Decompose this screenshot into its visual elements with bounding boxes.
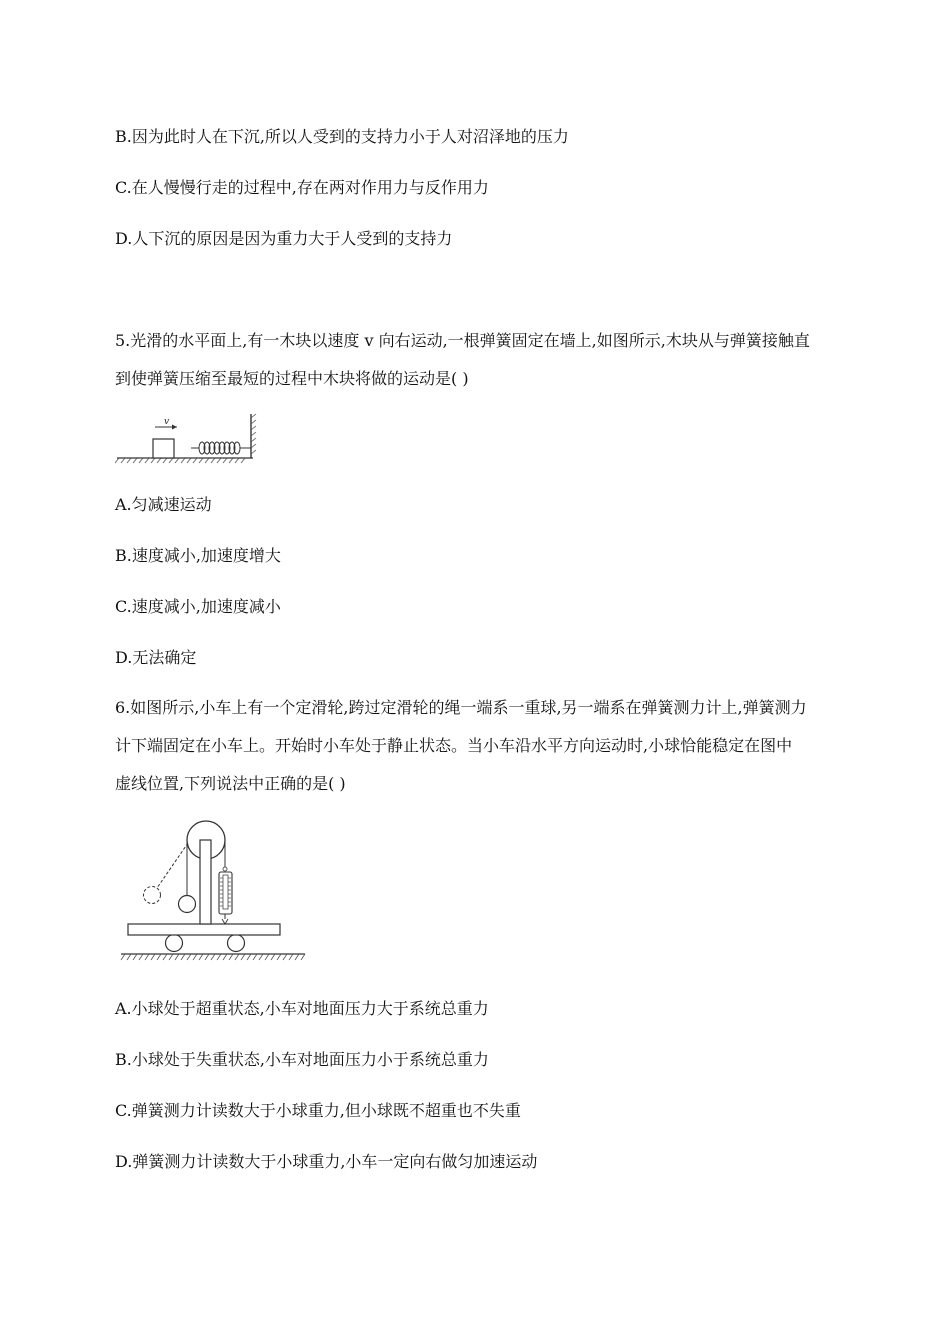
velocity-arrowhead bbox=[172, 425, 177, 430]
q5-stem-line-1: 5.光滑的水平面上,有一木块以速度 v 向右运动,一根弹簧固定在墙上,如图所示,木块从与弹簧接触直 bbox=[115, 331, 810, 350]
q6-option-a: A.小球处于超重状态,小车对地面压力大于系统总重力 bbox=[115, 999, 489, 1018]
q6-option-d: D.弹簧测力计读数大于小球重力,小车一定向右做匀加速运动 bbox=[115, 1152, 538, 1171]
velocity-label: v bbox=[164, 417, 170, 427]
q5-option-d: D.无法确定 bbox=[115, 648, 197, 667]
q6-option-c: C.弹簧测力计读数大于小球重力,但小球既不超重也不失重 bbox=[115, 1101, 521, 1120]
q6-option-b: B.小球处于失重状态,小车对地面压力小于系统总重力 bbox=[115, 1050, 489, 1069]
pulley-post bbox=[200, 840, 211, 924]
spring bbox=[191, 442, 251, 454]
q6-stem-line-2: 计下端固定在小车上。开始时小车处于静止状态。当小车沿水平方向运动时,小球恰能稳定在图中 bbox=[115, 736, 793, 755]
q4-option-b: B.因为此时人在下沉,所以人受到的支持力小于人对沼泽地的压力 bbox=[115, 127, 569, 146]
q4-option-c: C.在人慢慢行走的过程中,存在两对作用力与反作用力 bbox=[115, 178, 489, 197]
q5-block-spring-figure bbox=[115, 410, 265, 466]
q4-option-d: D.人下沉的原因是因为重力大于人受到的支持力 bbox=[115, 229, 453, 248]
dashed-rope bbox=[157, 843, 188, 888]
wall-hatch bbox=[251, 414, 256, 454]
ground-hatch bbox=[115, 458, 245, 463]
wooden-block bbox=[153, 439, 174, 458]
heavy-ball bbox=[179, 896, 196, 913]
q6-stem-line-3: 虚线位置,下列说法中正确的是( ) bbox=[115, 774, 346, 793]
q6-stem-line-1: 6.如图所示,小车上有一个定滑轮,跨过定滑轮的绳一端系一重球,另一端系在弹簧测力计上,弹簧测力 bbox=[115, 698, 807, 717]
q5-option-a: A.匀减速运动 bbox=[115, 495, 212, 514]
cart-wheel-right bbox=[228, 935, 245, 952]
q5-option-b: B.速度减小,加速度增大 bbox=[115, 546, 281, 565]
spring-scale bbox=[219, 867, 232, 924]
q5-stem-line-2: 到使弹簧压缩至最短的过程中木块将做的运动是( ) bbox=[115, 369, 469, 388]
dashed-ball bbox=[144, 887, 161, 904]
cart-platform bbox=[128, 924, 280, 935]
cart-wheel-left bbox=[166, 935, 183, 952]
ground-hatch bbox=[121, 954, 305, 960]
q6-cart-pulley-figure bbox=[115, 812, 310, 964]
q5-option-c: C.速度减小,加速度减小 bbox=[115, 597, 281, 616]
